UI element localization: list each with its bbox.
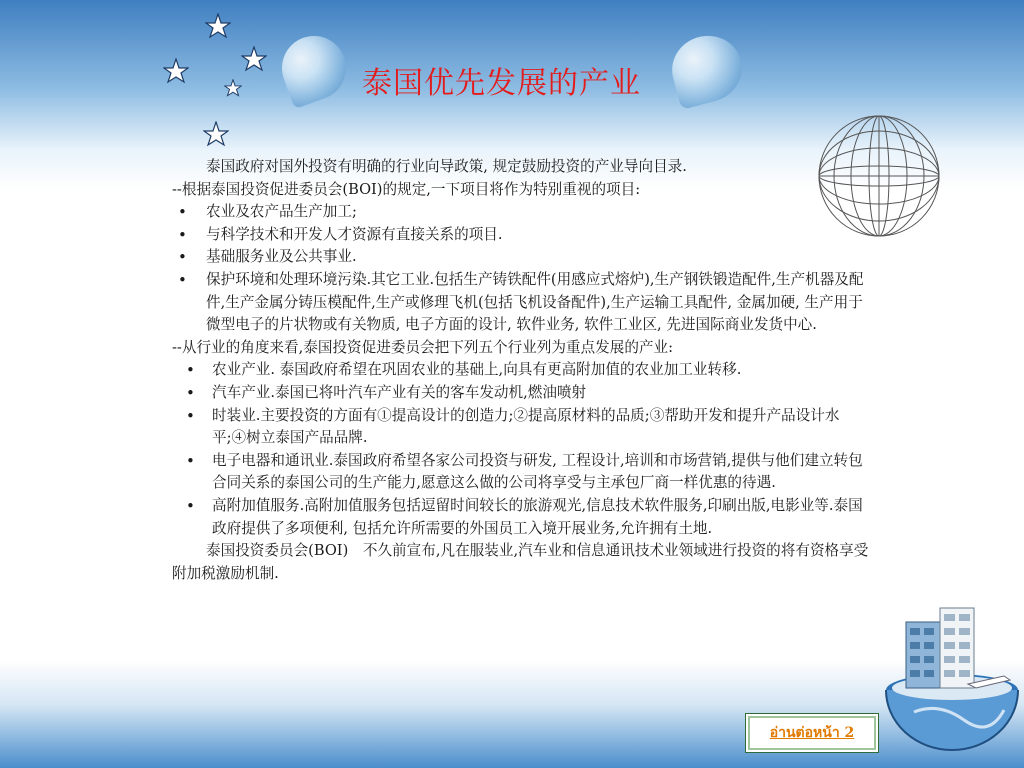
star-icon (163, 58, 189, 84)
industry-list (172, 359, 872, 540)
boi-intro: --根据泰国投资促进委员会(BOI)的规定,一下项目将作为特别重视的项目: (172, 180, 641, 198)
water-drop-icon (273, 27, 355, 109)
list-item: • 农业产业. 泰国政府希望在巩固农业的基础上,向具有更高附加值的农业加工业转移. (172, 359, 872, 382)
list-item: • 高附加值服务.高附加值服务包括逗留时间较长的旅游观光,信息技术软件服务,印刷出版,电影业等.泰国政府提供了多项便利, 包括允许所需要的外国员工入境开展业务,允许拥有土地. (172, 495, 872, 540)
star-icon (241, 46, 267, 72)
list-item: • 与科学技术和开发人才资源有直接关系的项目. (172, 224, 872, 247)
star-icon (224, 79, 242, 97)
star-icon (203, 121, 229, 147)
star-icon (205, 13, 231, 39)
list-item: • 电子电器和通讯业.泰国政府希望各家公司投资与研发, 工程设计,培训和市场营销,提供与他们建立转包合同关系的泰国公司的生产能力,愿意这么做的公司将享受与主承包厂商一样优惠的待遇. (172, 450, 872, 495)
list-item: • 农业及农产品生产加工; (172, 201, 872, 224)
next-page-link[interactable]: อ่านต่อหน้า 2 (769, 725, 855, 741)
industry-intro: --从行业的角度来看,泰国投资促进委员会把下列五个行业列为重点发展的产业: (172, 338, 674, 356)
boi-list (172, 201, 872, 337)
slide-title: 泰国优先发展的产业 (362, 66, 641, 101)
list-item: • 保护环境和处理环境污染.其它工业.包括生产铸铁配件(用感应式熔炉),生产钢铁锻造配件,生产机器及配件,生产金属分铸压模配件,生产或修理飞机(包括飞机设备配件),生产运输工具配件, 金属加硬, 生产用于微型电子的片状物或有关物质, 电子方面的设计, 软件业务, 软件工业区, 先进国际商业发货中心. (172, 269, 872, 337)
building-globe-icon (884, 602, 1020, 752)
list-item: • 时装业.主要投资的方面有①提高设计的创造力;②提高原材料的品质;③帮助开发和提升产品设计水平;④树立泰国产品品牌. (172, 405, 872, 450)
next-page-button[interactable] (745, 713, 879, 753)
water-drop-icon (665, 28, 750, 110)
closing-paragraph: 泰国投资委员会(BOI) 不久前宣布,凡在服装业,汽车业和信息通讯技术业领域进行投资的将有资格享受附加税激励机制. (172, 542, 869, 582)
intro-paragraph: 泰国政府对国外投资有明确的行业向导政策, 规定鼓励投资的产业导向目录. (206, 158, 687, 175)
list-item: • 基础服务业及公共事业. (172, 246, 872, 269)
list-item: • 汽车产业.泰国已将叶汽车产业有关的客车发动机,燃油喷射 (172, 382, 872, 405)
slide-body (172, 156, 872, 585)
